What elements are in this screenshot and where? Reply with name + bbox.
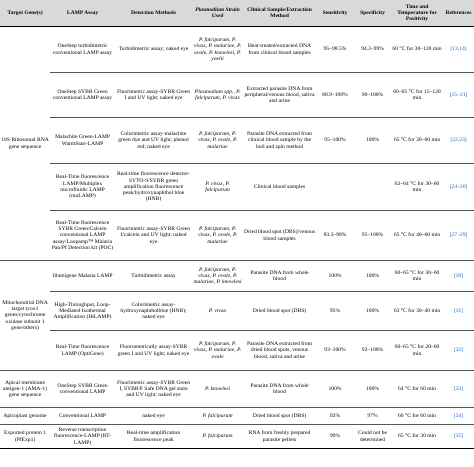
cell-clinical: Parasite DNA from whole blood <box>243 371 316 408</box>
cell-sensitivity: 90% <box>316 425 354 449</box>
cell-time: 65 °C for 30–60 min <box>391 118 443 164</box>
cell-sensitivity: 93–100% <box>316 331 354 371</box>
cell-time: 65 °C for 40–60 min <box>391 211 443 261</box>
header-time-temperature: Time and Temperature for Positivity <box>391 0 443 27</box>
cell-detection: Fluorometrically assay-SYBR green I and UV light; naked eye <box>115 331 192 371</box>
cell-time: 60–65 °C for 20–60 min <box>391 331 443 371</box>
table-row <box>0 73 474 118</box>
gene-cell-pfexp1: Exported protein 1 (PfExp1) <box>0 425 50 449</box>
cell-sensitivity: 88.9–100% <box>316 73 354 118</box>
gene-cell-18s-rrna: 18S Ribosomal RNA gene sequence <box>0 27 50 261</box>
cell-detection: Real-time fluorescence detector-SYTO-9/SYBR green amplification fluorescence peak/hydroxynaphthol blue (HNB) <box>115 164 192 211</box>
cell-detection: Turbidimetric assay; naked eye <box>115 27 192 73</box>
cell-time: 65 °C for 30 min <box>391 425 443 449</box>
cell-specificity: 95–100% <box>354 211 391 261</box>
header-clinical-sample: Clinical Sample/Extraction Method <box>243 0 316 27</box>
cell-lamp-assay: Real-Time fluorescence LAMP (OptiGene) <box>50 331 115 371</box>
cell-detection: Fluorimetric assay-SYBR Green I, SYBR® Safe DNA gel stain and UV light; naked eye <box>115 371 192 408</box>
cell-time: 63 °C for 30–40 min <box>391 292 443 331</box>
cell-strain: P. falciparum, P. vivax, P. malariae, P. ovale <box>192 331 243 371</box>
header-target-genes: Target Gene(s) <box>0 0 50 27</box>
cell-detection: Real-time amplification fluorescence peak <box>115 425 192 449</box>
header-row <box>0 0 474 27</box>
header-references: References <box>443 0 474 27</box>
cell-clinical: Heat-treated/extracted DNA from clinical blood samples <box>243 27 316 73</box>
cell-strain: P. falciparum, P. vivax, P. ovale, P. malariae <box>192 211 243 261</box>
cell-detection: Turbidimetric assay <box>115 261 192 292</box>
cell-lamp-assay: Reverse transcription fluorescence-LAMP (RT-LAMP) <box>50 425 115 449</box>
cell-time: 60 °C for 30–120 min <box>391 27 443 73</box>
reference-link[interactable]: [22,23] <box>443 118 474 164</box>
header-detection-methods: Detection Methods <box>115 0 192 27</box>
table-row <box>0 118 474 164</box>
cell-clinical: Parasite DNA from whole blood <box>243 261 316 292</box>
reference-link[interactable]: [13,14] <box>443 27 474 73</box>
reference-link[interactable]: [30] <box>443 261 474 292</box>
cell-strain: P. vivax, P. falciparum <box>192 164 243 211</box>
cell-strain: P. vivax <box>192 292 243 331</box>
table-row <box>0 408 474 425</box>
cell-specificity <box>354 164 391 211</box>
cell-lamp-assay: OneStep SYBR Green conventional LAMP <box>50 371 115 408</box>
cell-strain: P. falciparum <box>192 425 243 449</box>
cell-detection: naked eye <box>115 408 192 425</box>
cell-detection: Colorimetric assay-malachite green dye and UV light; phenol red; naked eye <box>115 118 192 164</box>
table-row <box>0 164 474 211</box>
cell-lamp-assay: Illumigene Malaria LAMP <box>50 261 115 292</box>
cell-lamp-assay: Malachite Green-LAMP WarmStart-LAMP <box>50 118 115 164</box>
cell-strain: P. knowlesi <box>192 371 243 408</box>
cell-clinical: Dried blood spot (DBS) <box>243 408 316 425</box>
cell-specificity: 90–100% <box>354 73 391 118</box>
cell-sensitivity: 95–100% <box>316 118 354 164</box>
cell-strain: P. falciparum <box>192 408 243 425</box>
cell-sensitivity: 95–98.5% <box>316 27 354 73</box>
reference-link[interactable]: [27–29] <box>443 211 474 261</box>
gene-cell-apicoplast: Apicoplast genome <box>0 408 50 425</box>
cell-strain: P. falciparum, P. vivax, P. malariae, P. ovale, P. knowlesi, P. yoelii <box>192 27 243 73</box>
reference-link[interactable]: [24–26] <box>443 164 474 211</box>
reference-link[interactable]: [35] <box>443 425 474 449</box>
cell-strain: Plasmodium spp., P. falciparum, P. vivax <box>192 73 243 118</box>
cell-sensitivity <box>316 164 354 211</box>
cell-time: 60–65 °C for 15–120 min <box>391 73 443 118</box>
cell-sensitivity: 95% <box>316 292 354 331</box>
cell-detection: Colorimetric assay-hydroxynaphtholblue (HNB); naked eye <box>115 292 192 331</box>
cell-specificity: Could not be determined <box>354 425 391 449</box>
table-row <box>0 331 474 371</box>
table-row <box>0 261 474 292</box>
cell-clinical: Parasite DNA extracted from clinical blood sample by the boil and spin method <box>243 118 316 164</box>
header-plasmodium-strain: Plasmodium Strain Used <box>192 0 243 27</box>
cell-specificity: 92–100% <box>354 331 391 371</box>
reference-link[interactable]: [33] <box>443 371 474 408</box>
cell-lamp-assay: OneStep SYBR Green conventional LAMP assay <box>50 73 115 118</box>
header-lamp-assay: LAMP Assay <box>50 0 115 27</box>
cell-detection: Fluorimetric assay-SYBR Green I/calcein and UV light; naked eye <box>115 211 192 261</box>
cell-clinical: RNA from freshly prepared parasite pellets <box>243 425 316 449</box>
gene-cell-ama1: Apical membrane antigen-1 (AMA-1) gene sequence <box>0 371 50 408</box>
cell-specificity: 94.3–99% <box>354 27 391 73</box>
table-row <box>0 211 474 261</box>
table-header <box>0 0 474 27</box>
cell-strain: P. falciparum, P. vivax, P. ovale, P. malariae, P. knowlesi <box>192 261 243 292</box>
cell-detection: Fluorimetric assay-SYBR Green I and UV light; naked eye <box>115 73 192 118</box>
table-row <box>0 371 474 408</box>
cell-clinical: Dried blood spot (DBS)/venous blood samples <box>243 211 316 261</box>
cell-specificity: 100% <box>354 118 391 164</box>
reference-link[interactable]: [15–21] <box>443 73 474 118</box>
gene-cell-mitochondrial: Mitochondrial DNA target (cox1 genes/cytochrome oxidase subunit 1 gene/others) <box>0 261 50 371</box>
cell-lamp-assay: OneStep turbidimetric conventional LAMP assay <box>50 27 115 73</box>
cell-clinical: Dried blood spot (DBS) <box>243 292 316 331</box>
cell-specificity: 100% <box>354 261 391 292</box>
cell-clinical: Extracted parasite DNA from peripheral/venous blood, saliva and urine <box>243 73 316 118</box>
cell-specificity: 100% <box>354 292 391 331</box>
table-body <box>0 27 474 449</box>
cell-sensitivity: 83.3–98% <box>316 211 354 261</box>
cell-time: 64 °C for 60 min <box>391 371 443 408</box>
cell-time: 60–65 °C for 30–60 min <box>391 261 443 292</box>
cell-sensitivity: 100% <box>316 371 354 408</box>
cell-specificity: 97% <box>354 408 391 425</box>
cell-time: 60 °C for 60 min <box>391 408 443 425</box>
cell-specificity: 100% <box>354 371 391 408</box>
table-row <box>0 27 474 73</box>
cell-strain: P. falciparum, P. vivax, P. ovale, P. malariae <box>192 118 243 164</box>
header-sensitivity: Sensitivity <box>316 0 354 27</box>
header-specificity: Specificity <box>354 0 391 27</box>
cell-sensitivity: 100% <box>316 261 354 292</box>
table-row <box>0 425 474 449</box>
cell-lamp-assay: Real-Time fluorescence LAMP/Multiplex microfluidic LAMP (muLAMP) <box>50 164 115 211</box>
cell-time: 62–64 °C for 30–60 min <box>391 164 443 211</box>
reference-link[interactable]: [34] <box>443 408 474 425</box>
cell-lamp-assay: Real-Time fluorescence SYBR Green/Calcein conventional LAMP assay/Loopamp™ Malaria Pan/Pf Detection kit (POC) <box>50 211 115 261</box>
cell-clinical: Clinical blood samples <box>243 164 316 211</box>
cell-sensitivity: 92% <box>316 408 354 425</box>
reference-link[interactable]: [32] <box>443 331 474 371</box>
cell-lamp-assay: Conventional LAMP <box>50 408 115 425</box>
table-row <box>0 292 474 331</box>
cell-lamp-assay: High-Throughput, Loop-Mediated Isothermal Amplification (HtLAMP) <box>50 292 115 331</box>
reference-link[interactable]: [31] <box>443 292 474 331</box>
cell-clinical: Parasite DNA extracted from dried blood spots, venous blood, saliva and urine <box>243 331 316 371</box>
